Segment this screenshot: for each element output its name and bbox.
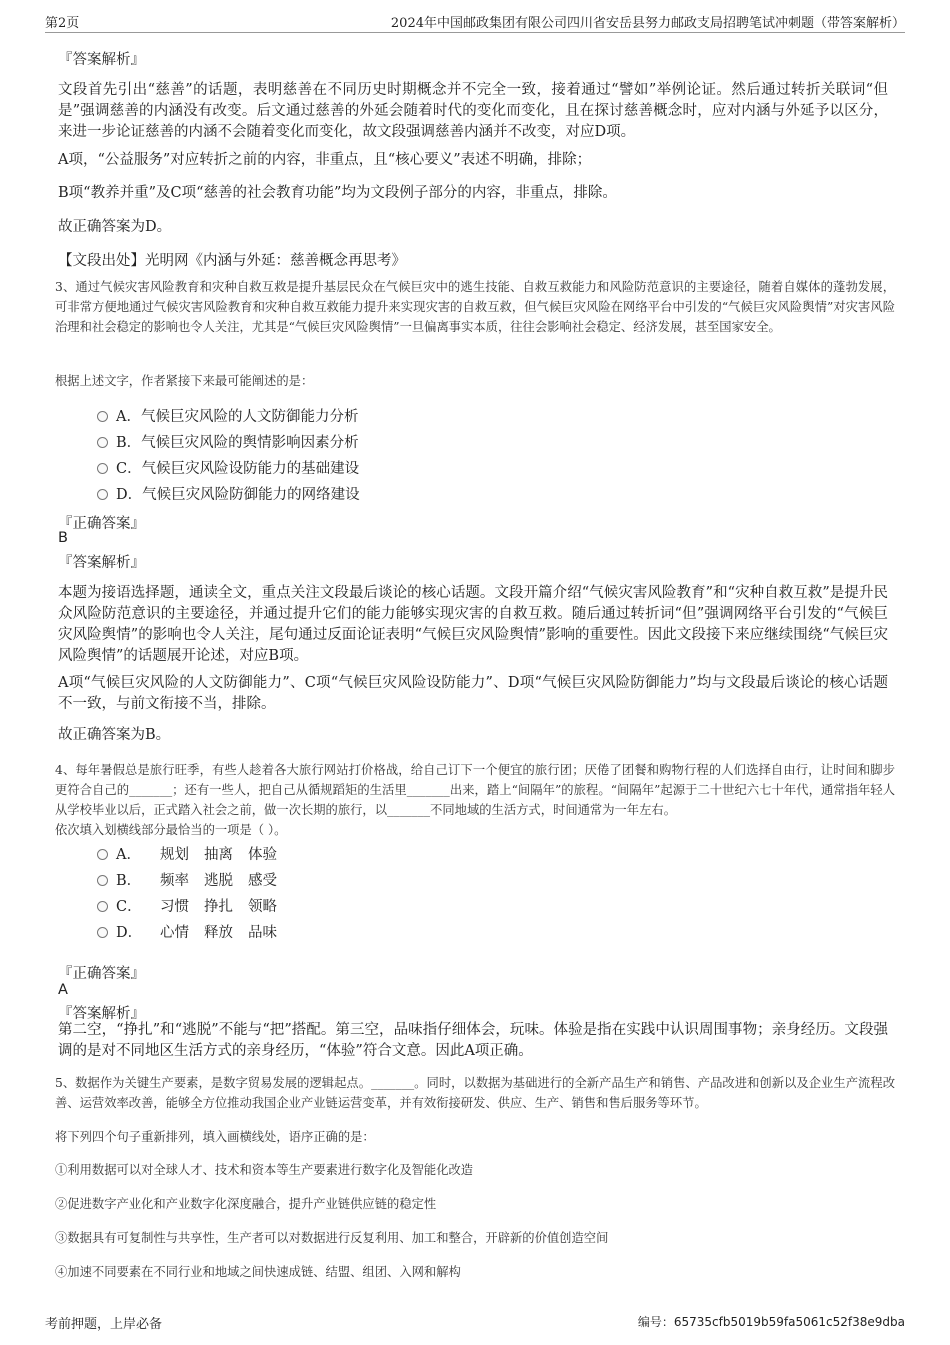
q4-analysis-p1: 第二空，“挣扎”和“逃脱”不能与“把”搭配。第三空，品味指仔细体会，玩味。体验是指在实践中认识周围事物；亲身经历。文段强调的是对不同地区生活方式的亲身经历，“体验”符合文意。因此A项正确。 [58,1022,888,1059]
q3-option-d[interactable]: D．气候巨灾风险防御能力的网络建设 [97,483,360,504]
q3-option-b[interactable]: B．气候巨灾风险的舆情影响因素分析 [97,431,359,452]
document-title: 2024年中国邮政集团有限公司四川省安岳县努力邮政支局招聘笔试冲刺题（带答案解析） [390,16,905,31]
q2-analysis-p2: A项，“公益服务”对应转折之前的内容，非重点，且“核心要义”表述不明确，排除； [58,152,592,168]
q4-stem: 4、每年暑假总是旅行旺季，有些人趁着各大旅行网站打价格战，给自己订下一个便宜的旅行团；厌倦了团餐和购物行程的人们选择自由行，让时间和脚步更符合自己的_______；还有一些人，把自己从循规蹈矩的生活里_______出来，踏上“间隔年”的旅程。“间隔年”起源于二十世纪六七十年代，通常指年轻人从学校毕业以后，正式踏入社会之前，做一次长期的旅行，以_______不同地域的生活方式，时间通常为一年左右。 [55,763,895,817]
analysis-label: 『答案解析』 [58,555,145,571]
radio-icon[interactable] [97,875,108,886]
q3-prompt: 根据上述文字，作者紧接下来最可能阐述的是： [55,374,314,388]
q2-analysis-p1: 文段首先引出“慈善”的话题，表明慈善在不同历史时期概念并不完全一致，接着通过“譬如”举例论证。然后通过转折关联词“但是”强调慈善的内涵没有改变。后文通过慈善的外延会随着时代的变化而变化，且在探讨慈善概念时，应对内涵与外延予以区分，来进一步论证慈善的内涵不会随着变化而变化，故文段强调慈善内涵并不改变，对应D项。 [58,82,888,140]
q3-analysis-p3: 故正确答案为B。 [58,727,171,743]
page-header [45,12,905,33]
q5-stem: 5、数据作为关键生产要素，是数字贸易发展的逻辑起点。_______。同时，以数据为基础进行的全新产品生产和销售、产品改进和创新以及企业生产流程改善、运营效率改善，能够全方位推动我国企业产业链运营变革，并有效衔接研发、供应、生产、销售和售后服务等环节。 [55,1076,895,1110]
q5-item-2: ②促进数字产业化和产业数字化深度融合，提升产业链供应链的稳定性 [55,1197,437,1211]
radio-icon[interactable] [97,489,108,500]
footer-slogan: 考前押题，上岸必备 [45,1317,163,1332]
correct-answer-label: 『正确答案』 [58,516,145,532]
q4-option-d[interactable]: D． 心情 释放 品味 [97,921,292,942]
q5-prompt: 将下列四个句子重新排列，填入画横线处，语序正确的是： [55,1130,375,1144]
radio-icon[interactable] [97,849,108,860]
q5-item-1: ①利用数据可以对全球人才、技术和资本等生产要素进行数字化及智能化改造 [55,1163,474,1177]
correct-answer-label: 『正确答案』 [58,966,145,982]
q4-answer: A [58,982,68,998]
q5-item-3: ③数据具有可复制性与共享性，生产者可以对数据进行反复利用、加工和整合，开辟新的价值创造空间 [55,1231,609,1245]
q4-option-c[interactable]: C． 习惯 挣扎 领略 [97,895,292,916]
q3-option-c[interactable]: C．气候巨灾风险设防能力的基础建设 [97,457,359,478]
q4-option-b[interactable]: B． 频率 逃脱 感受 [97,869,292,890]
page-number: 第2页 [45,16,80,31]
q4-prompt: 依次填入划横线部分最恰当的一项是（ ）。 [55,823,287,837]
q3-analysis-p2: A项“气候巨灾风险的人文防御能力”、C项“气候巨灾风险设防能力”、D项“气候巨灾风险防御能力”均与文段最后谈论的核心话题不一致，与前文衔接不当，排除。 [58,675,888,712]
radio-icon[interactable] [97,901,108,912]
q3-answer: B [58,530,68,546]
radio-icon[interactable] [97,437,108,448]
q2-source: 【文段出处】光明网《内涵与外延：慈善概念再思考》 [58,253,406,269]
analysis-label: 『答案解析』 [58,52,145,68]
q2-analysis-p4: 故正确答案为D。 [58,219,172,235]
radio-icon[interactable] [97,463,108,474]
radio-icon[interactable] [97,411,108,422]
q4-option-a[interactable]: A． 规划 抽离 体验 [97,843,292,864]
q3-option-a[interactable]: A．气候巨灾风险的人文防御能力分析 [97,405,358,426]
document-code: 编号：65735cfb5019b59fa5061c52f38e9dba [637,1315,905,1329]
q3-stem: 3、通过气候灾害风险教育和灾种自救互救是提升基层民众在气候巨灾中的逃生技能、自救互救能力和风险防范意识的主要途径，随着自媒体的蓬勃发展，可非常方便地通过气候灾害风险教育和灾种自救互救能力提升来实现灾害的自救互救，但气候巨灾风险在网络平台中引发的“气候巨灾风险舆情”对灾害风险治理和社会稳定的影响也令人关注，尤其是“气候巨灾风险舆情”一旦偏离事实本质，往往会影响社会稳定、经济发展，甚至国家安全。 [55,280,895,334]
analysis-label: 『答案解析』 [58,1006,145,1022]
q5-item-4: ④加速不同要素在不同行业和地域之间快速成链、结盟、组团、入网和解构 [55,1265,461,1279]
q3-analysis-p1: 本题为接语选择题，通读全文，重点关注文段最后谈论的核心话题。文段开篇介绍“气候灾害风险教育”和“灾种自救互救”是提升民众风险防范意识的主要途径，并通过提升它们的能力能够实现灾害的自救互救。随后通过转折词“但”强调网络平台引发的“气候巨灾风险舆情”的影响也令人关注，尾句通过反面论证表明“气候巨灾风险舆情”影响的重要性。因此文段接下来应继续围绕“气候巨灾风险舆情”的话题展开论述，对应B项。 [58,585,888,664]
q2-analysis-p3: B项“教养并重”及C项“慈善的社会教育功能”均为文段例子部分的内容，非重点，排除。 [58,185,617,201]
radio-icon[interactable] [97,927,108,938]
